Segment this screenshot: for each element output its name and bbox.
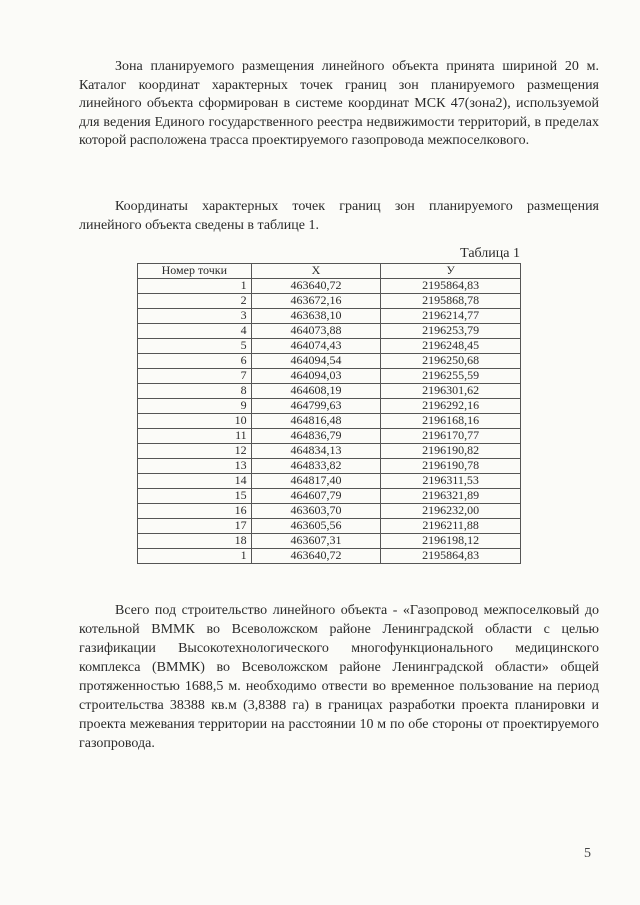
cell-x: 463640,72: [251, 549, 381, 564]
cell-x: 464094,03: [251, 369, 381, 384]
paragraph-zone-description: [79, 58, 599, 151]
cell-y: 2195864,83: [381, 549, 521, 564]
table-row: [138, 399, 521, 414]
cell-y: 2196214,77: [381, 309, 521, 324]
cell-x: 464817,40: [251, 474, 381, 489]
cell-y: 2196211,88: [381, 519, 521, 534]
table-header: [138, 264, 521, 279]
header-y: У: [381, 264, 521, 279]
cell-y: 2196250,68: [381, 354, 521, 369]
cell-x: 464799,63: [251, 399, 381, 414]
table-row: [138, 459, 521, 474]
cell-y: 2196292,16: [381, 399, 521, 414]
cell-point-number: 12: [138, 444, 252, 459]
table-row: [138, 339, 521, 354]
table-row: [138, 474, 521, 489]
cell-point-number: 16: [138, 504, 252, 519]
cell-y: 2196321,89: [381, 489, 521, 504]
cell-x: 463638,10: [251, 309, 381, 324]
cell-x: 464094,54: [251, 354, 381, 369]
cell-x: 463605,56: [251, 519, 381, 534]
cell-y: 2196232,00: [381, 504, 521, 519]
table-row: [138, 294, 521, 309]
table-row: [138, 444, 521, 459]
cell-y: 2196190,78: [381, 459, 521, 474]
cell-x: 464834,13: [251, 444, 381, 459]
table-row: [138, 324, 521, 339]
cell-point-number: 18: [138, 534, 252, 549]
cell-x: 464608,19: [251, 384, 381, 399]
cell-x: 464833,82: [251, 459, 381, 474]
table-row: [138, 519, 521, 534]
cell-point-number: 13: [138, 459, 252, 474]
table-row: [138, 489, 521, 504]
paragraph-coordinates-intro: [79, 198, 599, 235]
table-caption: Таблица 1: [460, 246, 520, 261]
cell-x: 463607,31: [251, 534, 381, 549]
cell-y: 2195864,83: [381, 279, 521, 294]
header-x: X: [251, 264, 381, 279]
cell-point-number: 7: [138, 369, 252, 384]
cell-point-number: 1: [138, 549, 252, 564]
coordinates-table: [137, 263, 521, 564]
table-body: [138, 279, 521, 564]
cell-point-number: 5: [138, 339, 252, 354]
cell-y: 2196168,16: [381, 414, 521, 429]
table-row: [138, 279, 521, 294]
cell-point-number: 15: [138, 489, 252, 504]
cell-x: 464607,79: [251, 489, 381, 504]
cell-y: 2195868,78: [381, 294, 521, 309]
table-row: [138, 504, 521, 519]
table-row: [138, 354, 521, 369]
table-row: [138, 414, 521, 429]
cell-x: 463640,72: [251, 279, 381, 294]
cell-y: 2196255,59: [381, 369, 521, 384]
table-row: [138, 549, 521, 564]
cell-x: 463603,70: [251, 504, 381, 519]
cell-point-number: 6: [138, 354, 252, 369]
cell-y: 2196248,45: [381, 339, 521, 354]
paragraph-coordinates-intro-text: Координаты характерных точек границ зон планируемого размещения линейного объекта сведены в таблице 1.: [79, 199, 599, 233]
cell-x: 463672,16: [251, 294, 381, 309]
table-row: [138, 534, 521, 549]
cell-point-number: 10: [138, 414, 252, 429]
cell-point-number: 4: [138, 324, 252, 339]
table-row: [138, 384, 521, 399]
cell-point-number: 9: [138, 399, 252, 414]
paragraph-summary-text: Всего под строительство линейного объекта - «Газопровод межпоселковый до котельной ВММК во Всеволожском районе Ленинградской области с целью газификации Высокотехнологического многофункционального медицинского комплекса (ВММК) во Всеволожском районе Ленинградской области» общей протяженностью 1688,5 м. необходимо отвести во временное пользование на период строительства 38388 кв.м (3,8388 га) в границах разработки проекта планировки и проекта межевания территории на расстоянии 10 м по обе стороны от проектируемого газопровода.: [79, 603, 599, 751]
paragraph-zone-description-text: Зона планируемого размещения линейного объекта принята шириной 20 м. Каталог координат характерных точек границ зон планируемого размещения линейного объекта сформирован в системе координат МСК 47(зона2), используемой для ведения Единого государственного реестра недвижимости территорий, в пределах которой расположена трасса проектируемого газопровода межпоселкового.: [79, 59, 599, 148]
cell-y: 2196311,53: [381, 474, 521, 489]
cell-point-number: 1: [138, 279, 252, 294]
cell-point-number: 8: [138, 384, 252, 399]
table-row: [138, 429, 521, 444]
cell-y: 2196253,79: [381, 324, 521, 339]
page-number: 5: [584, 846, 591, 861]
cell-point-number: 2: [138, 294, 252, 309]
cell-x: 464073,88: [251, 324, 381, 339]
paragraph-summary: [79, 601, 599, 753]
cell-point-number: 14: [138, 474, 252, 489]
header-point-number: Номер точки: [138, 264, 252, 279]
cell-y: 2196190,82: [381, 444, 521, 459]
cell-point-number: 17: [138, 519, 252, 534]
cell-x: 464816,48: [251, 414, 381, 429]
cell-y: 2196301,62: [381, 384, 521, 399]
cell-y: 2196170,77: [381, 429, 521, 444]
cell-point-number: 3: [138, 309, 252, 324]
cell-x: 464836,79: [251, 429, 381, 444]
table-header-row: [138, 264, 521, 279]
cell-x: 464074,43: [251, 339, 381, 354]
cell-point-number: 11: [138, 429, 252, 444]
table-row: [138, 309, 521, 324]
table-row: [138, 369, 521, 384]
cell-y: 2196198,12: [381, 534, 521, 549]
